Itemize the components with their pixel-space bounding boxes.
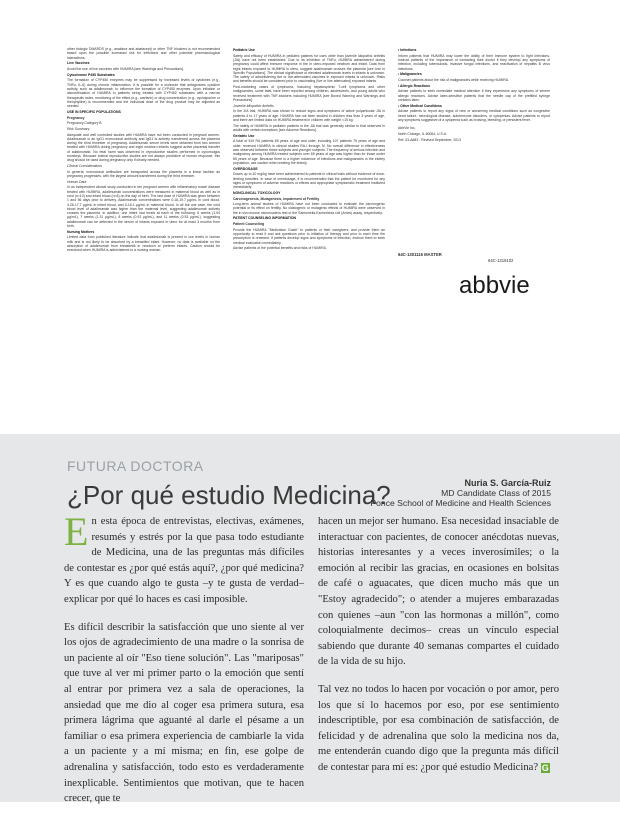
article-column-1 <box>64 509 304 819</box>
print-code-left: 64C-1301116 MASTER <box>398 252 442 257</box>
print-code-right: 64C-1318102 <box>488 258 514 263</box>
insert-subheading: Pregnancy <box>67 115 85 120</box>
insert-heading: Live Vaccines <box>67 61 90 66</box>
insert-heading: Nursing Mothers <box>67 229 95 234</box>
insert-paragraph: A total of 519 RA patients 65 years of age and older, including 107 patients 75 years of age and older, received HUMIRA in clinical studies RA-I through IV. No overall difference in effectiveness was observed between these subjects and younger subjects. The frequency of serious infection and malignancy among HUMIRA treated subjects over 65 years of age was higher than for those under 65 years of age. Because there is a higher incidence of infections and malignancies in the elderly population, use caution when treating the elderly. <box>233 139 385 165</box>
revision-reference: Ref: 03-A883 - Revised September, 2013 <box>398 137 461 142</box>
insert-subheading: Juvenile Idiopathic Arthritis <box>233 103 274 108</box>
article-paragraph <box>64 509 304 608</box>
company-name: AbbVie Inc. <box>398 126 416 131</box>
company-address: North Chicago, IL 60064, U.S.A. <box>398 131 447 136</box>
insert-column-3 <box>398 47 550 247</box>
author-school: Ponce School of Medicine and Health Sciences <box>370 498 551 508</box>
section-label: FUTURA DOCTORA <box>67 458 204 474</box>
insert-bullet-heading: • Other Medical Conditions <box>398 103 442 108</box>
insert-heading: PATIENT COUNSELING INFORMATION <box>233 216 297 221</box>
insert-bullet-heading: • Infections <box>398 48 417 52</box>
insert-subheading: Risk Summary <box>67 126 90 131</box>
insert-subheading: Patient Counseling <box>233 222 265 227</box>
end-mark-icon: G <box>541 762 549 773</box>
insert-paragraph: other biologic DMARDS (e.g., anakinra and abatacept) or other TNF blockers is not recommended based upon the possible increased risk for infections and other potential pharmacological interactions. <box>67 47 220 60</box>
paragraph-text: Tal vez no todos lo hacen por vocación o por amor, pero los que sí lo hacemos por eso, por ese sentimiento indescriptible, por esa combinación de satisfacción, de felicidad y de adrenalina que solo la medicina nos da, me entenderán cuando digo que la pregunta más difícil de contestar para mí es: ¿por qué estudio Medicina? <box>318 683 559 773</box>
insert-paragraph: Safety and efficacy of HUMIRA in pediatric patients for uses other than juvenile idiopathic arthritis (JIA) have not been established. Due to its inhibition of TNFα, HUMIRA administered during pregnancy could affect immune response in the in utero-exposed newborn and infant. Data from eight infants exposed to HUMIRA in utero, suggest adalimumab crosses the placenta [see Use in Specific Populations]. The clinical significance of elevated adalimumab levels in infants is unknown. The safety of administering live or live-attenuated vaccines in exposed infants is unknown. Risks and benefits should be considered prior to vaccinating (live or live-attenuated) exposed infants. <box>233 53 385 84</box>
insert-paragraph: Advise patients to report any signs of new or worsening medical conditions such as congestive heart failure, neurological disease, autoimmune disorders, or cytopenias. Advise patients to report any symptoms suggestive of a cytopenia such as bruising, bleeding, or persistent fever. <box>398 109 550 122</box>
insert-paragraph: Advise patients of the potential benefits and risks of HUMIRA. <box>233 246 327 251</box>
abbvie-logo-text: abbvie <box>459 273 530 299</box>
paragraph-text: n esta época de entrevistas, electivas, exámenes, resumés y estrés por la que pasa todo estudiante de Medicina, una de las preguntas más difíciles de contestar es ¿por qué estás aquí?, ¿por qué medicina? Y es que cuando algo te gusta –y te gusta de verdad– explicar por qué lo haces es casi imposible. <box>64 516 304 605</box>
insert-column-1 <box>67 47 220 431</box>
insert-paragraph: In the JIA trial, HUMIRA was shown to reduce signs and symptoms of active polyarticular JIA in patients 4 to 17 years of age. HUMIRA has not been studied in children less than 4 years of age, and there are limited data on HUMIRA treatment in children with weight <15 kg. <box>233 109 385 123</box>
insert-paragraph: The safety of HUMIRA in pediatric patients in the JIA trial was generally similar to that observed in adults with certain exceptions [see Adverse Reactions]. <box>233 123 385 132</box>
insert-paragraph: Provide the HUMIRA "Medication Guide" to patients or their caregivers, and provide them an opportunity to read it and ask questions prior to initiation of therapy and prior to each time the prescription is renewed. If patients develop signs and symptoms of infection, instruct them to seek medical evaluation immediately. <box>233 227 385 245</box>
insert-column-2 <box>233 47 385 431</box>
article-paragraph <box>318 682 559 776</box>
insert-heading: NONCLINICAL TOXICOLOGY <box>233 190 281 195</box>
insert-paragraph: Post-marketing cases of lymphoma, including hepatosplenic T-cell lymphoma and other malignancies, some fatal, have been reported among children, adolescents, and young adults who received treatment with TNF-blockers including HUMIRA [see Boxed Warning and Warnings and Precautions]. <box>233 85 385 103</box>
insert-heading: Cytochrome P450 Substrates <box>67 72 115 77</box>
insert-subheading: Clinical Considerations <box>67 164 102 169</box>
insert-heading: USE IN SPECIFIC POPULATIONS <box>67 109 121 114</box>
insert-heading: OVERDOSAGE <box>233 166 258 171</box>
insert-bullet-heading: • Malignancies <box>398 72 422 77</box>
insert-paragraph: Limited data from published literature indicate that adalimumab is present in low levels in human milk and is not likely to be absorbed by a breastfed infant. However, no data is available on the absorption of adalimumab from breastmilk in newborn or preterm infants. Caution should be exercised when HUMIRA is administered to a nursing woman. <box>67 235 220 253</box>
insert-paragraph: Adequate and well controlled studies with HUMIRA have not been conducted in pregnant women. Adalimumab is an IgG1 monoclonal antibody and IgG1 is actively transferred across the placenta during the third trimester of pregnancy. Adalimumab serum levels were obtained from two women treated with HUMIRA during pregnancy and eight newborn infants suggest active placental transfer of adalimumab. No fetal harm was observed in reproductive studies performed in cynomolgus monkeys. Because animal reproductive studies are not always predictive of human response, this drug should be used during pregnancy only if clearly needed. <box>67 132 220 163</box>
insert-paragraph: In general, monoclonal antibodies are transported across the placenta in a linear fashion as pregnancy progresses, with the largest amount transferred during the third trimester. <box>67 169 220 179</box>
article-paragraph: Es difícil describir la satisfacción que uno siente al ver los ojos de agradecimiento de una madre o la sonrisa de un paciente al oír "Eso tiene solución". Las "mariposas" que tuve al ver mi primer parto o la emoción que sentí al entrar por primera vez a sala de operaciones, la ansiedad que me dio al coger esa primera sutura, esa primera lágrima que aguanté al darle el pésame a un familiar o esa primera experiencia de cambiarle la vida a un paciente y a mí misma; en fin, ese golpe de adrenalina y satisfacción, todo esto es verdaderamente inexplicable. Sentimientos que motivan, que te hacen crecer, que te <box>64 621 304 805</box>
insert-paragraph: The formation of CYP450 enzymes may be suppressed by increased levels of cytokines (e.g., TNFα, IL-6) during chronic inflammation. It is possible for a molecule that antagonizes cytokine activity, such as adalimumab, to influence the formation of CYP450 enzymes. Upon initiation or discontinuation of HUMIRA in patients being treated with CYP450 substrates with a narrow therapeutic index, monitoring of the effect (e.g., warfarin) or drug concentration (e.g., cyclosporine or theophylline) is recommended and the individual dose of the drug product may be adjusted as needed. <box>67 78 220 109</box>
insert-paragraph: Long-term animal studies of HUMIRA have not been conducted to evaluate the carcinogenic potential or its effect on fertility. No clastogenic or mutagenic effects of HUMIRA were observed in the in vivo mouse micronucleus test or the Salmonella-Escherichia coli (Ames) assay, respectively. <box>233 202 385 215</box>
author-name: Nuria S. García-Ruiz <box>464 478 551 488</box>
insert-bullet-heading: • Allergic Reactions <box>398 83 431 88</box>
article-column-2 <box>318 514 559 788</box>
insert-subheading: Human Data <box>67 179 87 184</box>
insert-paragraph: Counsel patients about the risk of malignancies while receiving HUMIRA. <box>398 77 510 82</box>
author-byline <box>370 478 551 508</box>
author-role: MD Candidate Class of 2015 <box>441 488 551 498</box>
insert-paragraph: Inform patients that HUMIRA may lower the ability of their immune system to fight infections. Instruct patients of the importance of contacting their doctor if they develop any symptoms of infection, including tuberculosis, invasive fungal infections, and reactivation of hepatitis B virus infections. <box>398 53 550 71</box>
insert-subheading: Carcinogenesis, Mutagenesis, Impairment of Fertility <box>233 196 320 201</box>
insert-paragraph: In an independent clinical study conducted in ten pregnant women with inflammatory bowel disease treated with HUMIRA, adalimumab concentrations were measured in maternal blood as well as in cord (n=10) and infant blood (n=8) on the day of birth. The last dose of HUMIRA was given between 1 and 56 days prior to delivery. Adalimumab concentrations were 0.16-19.7 µg/mL in cord blood, 4.28-17.7 µg/mL in infant blood, and 0-16.1 µg/mL in maternal blood. In all but one case, the cord blood level of adalimumab was higher than the maternal level, suggesting adalimumab actively crosses the placenta. In addition, one infant had levels at each of the following: 6 weeks (1.94 µg/mL), 7 weeks (1.31 µg/mL), 8 weeks (0.93 µg/mL), and 11 weeks (0.53 µg/mL), suggesting adalimumab can be detected in the serum of infants exposed in utero for at least 3 months from birth. <box>67 185 220 229</box>
article-paragraph: hacen un mejor ser humano. Esa necesidad insaciable de interactuar con pacientes, de conocer anécdotas nuevas, historias interesantes y a veces inverosímiles; o la emoción al recibir las gracias, en ocasiones en bolsitas de café o aguacates, que dicen mucho más que un "Estoy agradecido"; o atender a mujeres embarazadas con quienes –aun "con las hormonas a millón", como coloquialmente decimos– creas un vínculo especial sabiendo que durante 40 semanas compartes el cuidado de la vida de su hijo. <box>318 516 559 668</box>
article-title: ¿Por qué estudio Medicina? <box>67 480 391 510</box>
drop-cap: E <box>64 509 89 554</box>
insert-heading: Geriatric Use <box>233 133 255 138</box>
insert-paragraph: Avoid the use of live vaccines with HUMIRA [see Warnings and Precautions]. <box>67 66 184 71</box>
insert-heading: Pediatric Use <box>233 48 255 52</box>
abbvie-logo <box>459 273 551 299</box>
insert-paragraph: Advise patients to seek immediate medical attention if they experience any symptoms of severe allergic reactions. Advise latex-sensitive patients that the needle cap of the prefilled syringe contains latex. <box>398 89 550 102</box>
insert-paragraph: Doses up to 10 mg/kg have been administered to patients in clinical trials without evidence of dose-limiting toxicities. In case of overdosage, it is recommended that the patient be monitored for any signs or symptoms of adverse reactions or effects and appropriate symptomatic treatment instituted immediately. <box>233 172 385 190</box>
insert-paragraph: Pregnancy Category B <box>67 121 102 126</box>
